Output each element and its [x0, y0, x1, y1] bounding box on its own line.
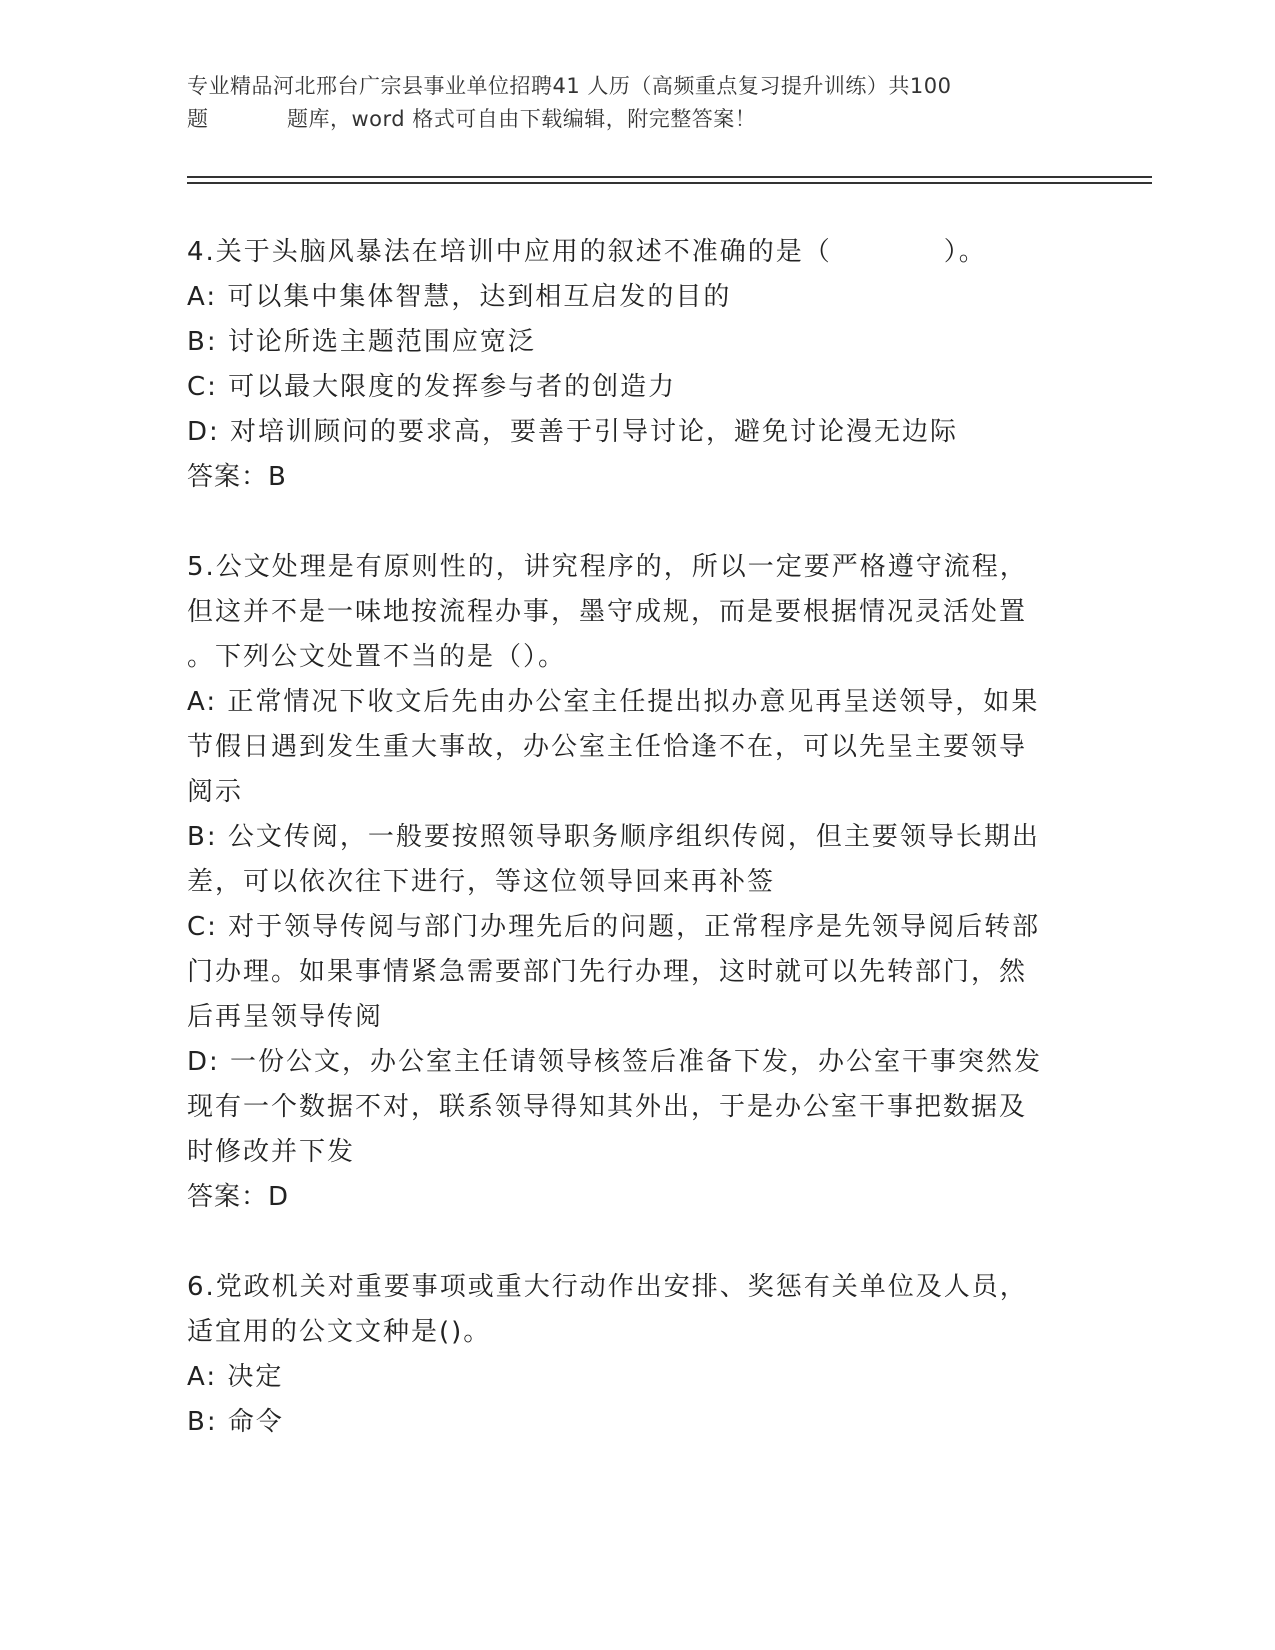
- option-b: B: 公文传阅，一般要按照领导职务顺序组织传阅，但主要领导长期出: [187, 822, 1040, 852]
- option-a: A: 正常情况下收文后先由办公室主任提出拟办意见再呈送领导，如果: [187, 687, 1040, 717]
- option-a-cont: 阅示: [187, 777, 244, 807]
- question-block: [187, 1265, 1087, 1445]
- header-line-1: 专业精品河北邢台广宗县事业单位招聘41 人历（高频重点复习提升训练）共100: [187, 74, 952, 98]
- question-stem-line: 但这并不是一味地按流程办事，墨守成规，而是要根据情况灵活处置: [187, 597, 1028, 627]
- option-c: C: 对于领导传阅与部门办理先后的问题，正常程序是先领导阅后转部: [187, 912, 1041, 942]
- question-block: [187, 545, 1087, 1220]
- option-d-cont: 现有一个数据不对，联系领导得知其外出，于是办公室干事把数据及: [187, 1092, 1028, 1122]
- question-stem-line: 。下列公文处置不当的是（）。: [187, 642, 567, 672]
- question-stem-line: 6.党政机关对重要事项或重大行动作出安排、奖惩有关单位及人员，: [187, 1272, 1028, 1302]
- option-b: B: 讨论所选主题范围应宽泛: [187, 327, 536, 357]
- option-c-cont: 后再呈领导传阅: [187, 1002, 384, 1032]
- question-stem-line: 适宜用的公文文种是()。: [187, 1317, 492, 1347]
- option-d-cont: 时修改并下发: [187, 1137, 356, 1167]
- document-header: [187, 70, 1087, 136]
- option-b: B: 命令: [187, 1407, 284, 1437]
- question-stem-line: 4.关于头脑风暴法在培训中应用的叙述不准确的是（ ）。: [187, 237, 987, 267]
- header-rule-top: [187, 176, 1152, 178]
- option-a-cont: 节假日遇到发生重大事故，办公室主任恰逢不在，可以先呈主要领导: [187, 732, 1028, 762]
- option-a: A: 决定: [187, 1362, 284, 1392]
- question-block: [187, 230, 1087, 500]
- question-list: [187, 230, 1087, 1445]
- header-line-2-right: 题库，word 格式可自由下载编辑，附完整答案！: [287, 107, 757, 131]
- answer: 答案：D: [187, 1182, 290, 1212]
- header-rule-bottom: [187, 182, 1152, 184]
- option-d: D: 一份公文，办公室主任请领导核签后准备下发，办公室干事突然发: [187, 1047, 1043, 1077]
- header-line-2: [187, 103, 1087, 136]
- option-d: D: 对培训顾问的要求高，要善于引导讨论，避免讨论漫无边际: [187, 417, 959, 447]
- answer: 答案：B: [187, 462, 287, 492]
- option-c-cont: 门办理。如果事情紧急需要部门先行办理，这时就可以先转部门，然: [187, 957, 1028, 987]
- option-a: A: 可以集中集体智慧，达到相互启发的目的: [187, 282, 732, 312]
- question-stem-line: 5.公文处理是有原则性的，讲究程序的，所以一定要严格遵守流程，: [187, 552, 1028, 582]
- header-line-2-left: 题: [187, 107, 209, 131]
- option-b-cont: 差，可以依次往下进行，等这位领导回来再补签: [187, 867, 776, 897]
- option-c: C: 可以最大限度的发挥参与者的创造力: [187, 372, 677, 402]
